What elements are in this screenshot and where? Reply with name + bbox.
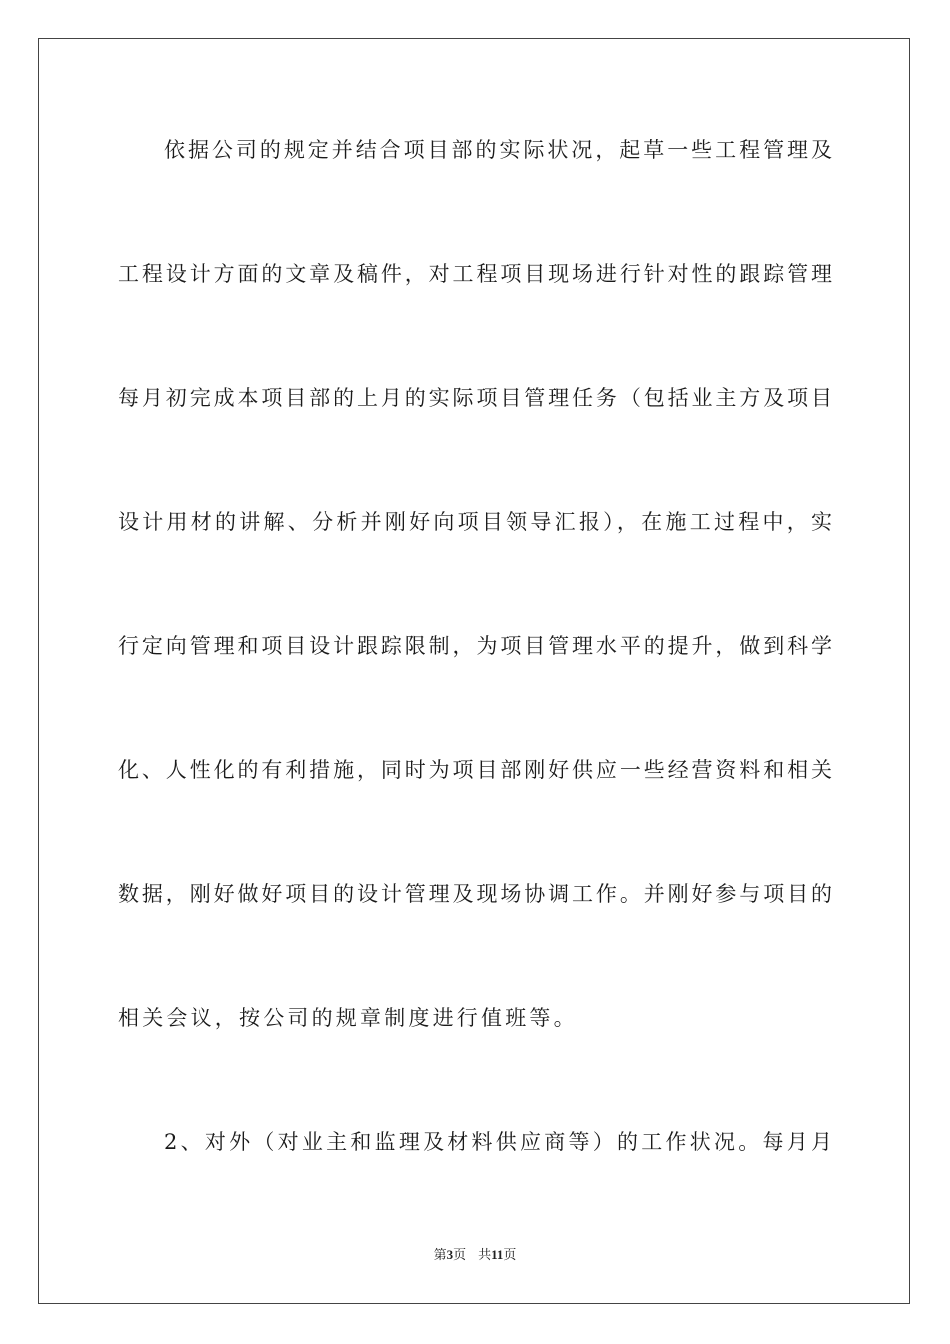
body-paragraph-line: 数据，刚好做好项目的设计管理及现场协调工作。并刚好参与项目的: [118, 882, 832, 906]
body-paragraph-line: 工程设计方面的文章及稿件，对工程项目现场进行针对性的跟踪管理: [118, 262, 832, 286]
body-paragraph-line: 设计用材的讲解、分析并刚好向项目领导汇报），在施工过程中，实: [118, 510, 832, 534]
page-footer: [0, 1246, 950, 1264]
body-paragraph-line: 化、人性化的有利措施，同时为项目部刚好供应一些经营资料和相关: [118, 758, 832, 782]
footer-total-suffix: 页: [503, 1247, 517, 1262]
section-2-heading-line: 2、对外（对业主和监理及材料供应商等）的工作状况。每月月: [164, 1130, 832, 1154]
body-paragraph-line: 每月初完成本项目部的上月的实际项目管理任务（包括业主方及项目: [118, 386, 832, 410]
body-paragraph-line: 依据公司的规定并结合项目部的实际状况，起草一些工程管理及: [164, 138, 832, 162]
body-paragraph-last-line: 相关会议，按公司的规章制度进行值班等。: [118, 1006, 578, 1030]
page-border: [38, 38, 910, 1304]
footer-page-prefix: 第: [433, 1247, 447, 1262]
body-paragraph-line: 行定向管理和项目设计跟踪限制，为项目管理水平的提升，做到科学: [118, 634, 832, 658]
footer-current-page: 3: [446, 1247, 454, 1262]
footer-total-pages: 11: [491, 1247, 504, 1262]
footer-page-suffix: 页: [453, 1247, 467, 1262]
footer-total-prefix: 共: [478, 1247, 492, 1262]
